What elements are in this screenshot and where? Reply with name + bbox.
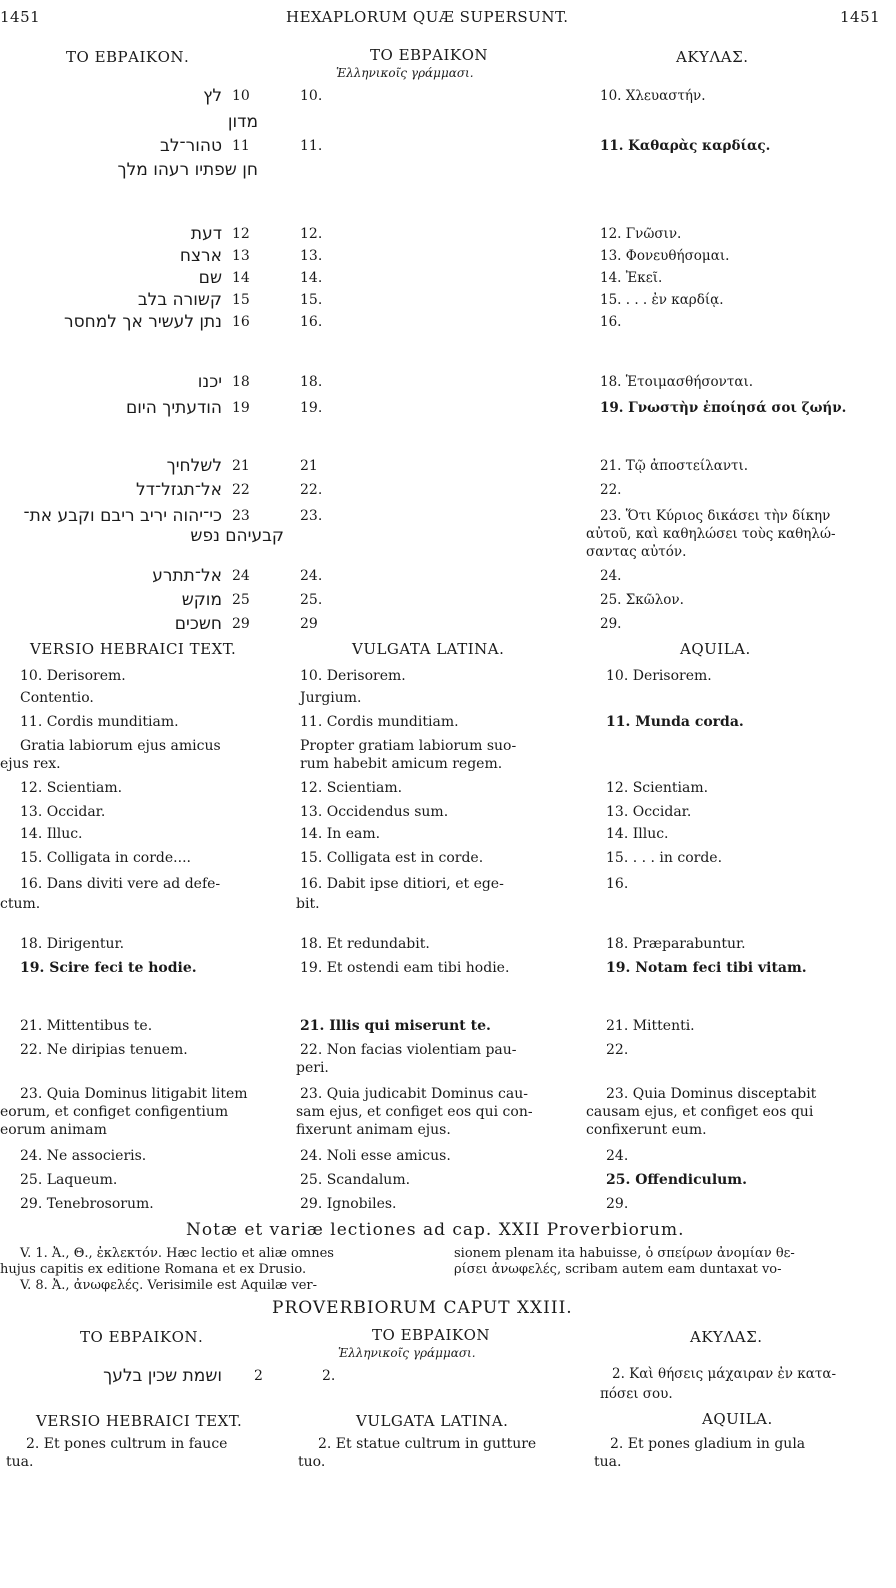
aquila-greek-line: σαντας αὐτόν. — [586, 544, 687, 560]
aquila-greek-line: 10. Χλευαστήν. — [600, 88, 706, 104]
verse-number: 24 — [232, 568, 250, 584]
hebrew-word: שם — [198, 268, 222, 288]
aquila-greek-line: 29. — [600, 616, 622, 632]
chapter-aquila-greek-line: πόσει σου. — [600, 1386, 673, 1402]
hebrew-word: יכנו — [197, 372, 222, 392]
aquila-greek-line: 18. Ἑτοιμασθήσονται. — [600, 374, 754, 390]
versio-line: 18. Dirigentur. — [20, 936, 125, 952]
vulgata-line: Propter gratiam labiorum suo- — [300, 738, 517, 754]
chapter-versio-line: 2. Et pones cultrum in fauce — [26, 1436, 228, 1452]
verse-number: 10 — [232, 88, 250, 104]
vulgata-line: 14. In eam. — [300, 826, 381, 842]
aquila-greek-line: 12. Γνῶσιν. — [600, 226, 682, 242]
versio-line: Contentio. — [20, 690, 94, 706]
chapter-hebrew-header: ΤΟ ΕΒΡΑΙΚΟΝ. — [80, 1328, 204, 1346]
translit-verse: 18. — [300, 374, 323, 390]
translit-verse: 23. — [300, 508, 323, 524]
aquila-greek-line: 16. — [600, 314, 622, 330]
note-line: V. 8. Ἀ., ἀνωφελές. Verisimile est Aquilæ ver- — [20, 1278, 318, 1293]
hebrew-word: ארצח — [179, 246, 222, 266]
hebrew-word: חן שפתיו רעהו מלך — [117, 160, 258, 180]
aquila-latin-line: 16. — [606, 876, 629, 892]
translit-verse: 11. — [300, 138, 323, 154]
translit-verse: 25. — [300, 592, 323, 608]
vulgata-line: 13. Occidendus sum. — [300, 804, 449, 820]
translit-verse: 10. — [300, 88, 323, 104]
translit-verse: 29 — [300, 616, 318, 632]
chapter-title: PROVERBIORUM CAPUT XXIII. — [272, 1298, 573, 1318]
aquila-greek-line: 23. Ὅτι Κύριος δικάσει τὴν δίκην — [600, 508, 831, 524]
aquila-greek-line: 22. — [600, 482, 622, 498]
versio-line: 29. Tenebrosorum. — [20, 1196, 154, 1212]
verse-number: 25 — [232, 592, 250, 608]
aquila-greek-line: 25. Σκῶλον. — [600, 592, 684, 608]
page-number-left: 1451 — [0, 8, 41, 26]
chapter-vulgata-header: VULGATA LATINA. — [356, 1412, 509, 1430]
versio-line: eorum, et configet configentium — [0, 1104, 229, 1120]
chapter-versio-header: VERSIO HEBRAICI TEXT. — [36, 1412, 243, 1430]
versio-line: 23. Quia Dominus litigabit litem — [20, 1086, 248, 1102]
aquila-latin-line: 15. . . . in corde. — [606, 850, 723, 866]
translit-verse: 16. — [300, 314, 323, 330]
chapter-translit-subheader: Ἑλληνικοῖς γράμμασι. — [338, 1346, 476, 1360]
aquila-latin-line: 14. Illuc. — [606, 826, 669, 842]
hebrew-word: נתן לעשיר אך למחסר — [63, 312, 222, 332]
versio-line: 22. Ne diripias tenuem. — [20, 1042, 188, 1058]
aquila-latin-header: AQUILA. — [680, 640, 751, 658]
verse-number: 12 — [232, 226, 250, 242]
aquila-latin-line: 13. Occidar. — [606, 804, 692, 820]
aquila-latin-line: confixerunt eum. — [586, 1122, 707, 1138]
hebrew-word: מדון — [227, 112, 258, 132]
chapter-hebrew-word: ושמת שכין בלעך — [103, 1366, 222, 1386]
versio-line: 12. Scientiam. — [20, 780, 123, 796]
hebrew-word: אל־תגזל־דל — [136, 480, 222, 500]
vulgata-line: peri. — [296, 1060, 329, 1076]
hebrew-word: קבעיהם נפש — [190, 526, 284, 546]
chapter-aquila-latin-line: 2. Et pones gladium in gula — [610, 1436, 806, 1452]
translit-verse: 12. — [300, 226, 323, 242]
chapter-vulgata-line: 2. Et statue cultrum in gutture — [318, 1436, 537, 1452]
vulgata-header: VULGATA LATINA. — [352, 640, 505, 658]
aquila-latin-line: 25. Offendiculum. — [606, 1172, 747, 1188]
note-line: V. 1. Ἀ., Θ., ἐκλεκτόν. Hæc lectio et aliæ omnes — [20, 1246, 334, 1261]
translit-verse: 15. — [300, 292, 323, 308]
versio-line: 24. Ne associeris. — [20, 1148, 147, 1164]
aquila-latin-line: 19. Notam feci tibi vitam. — [606, 960, 807, 976]
versio-line: 19. Scire feci te hodie. — [20, 960, 197, 976]
aquila-latin-line: 10. Derisorem. — [606, 668, 712, 684]
versio-line: 14. Illuc. — [20, 826, 83, 842]
aquila-latin-line: 24. — [606, 1148, 629, 1164]
aquila-greek-line: 15. . . . ἐν καρδίᾳ. — [600, 292, 724, 308]
aquila-latin-line: causam ejus, et configet eos qui — [586, 1104, 814, 1120]
vulgata-line: 21. Illis qui miserunt te. — [300, 1018, 491, 1034]
vulgata-line: 29. Ignobiles. — [300, 1196, 397, 1212]
aquila-column-header: ΑΚΥΛΑΣ. — [676, 48, 749, 66]
aquila-greek-line: 11. Καθαρὰς καρδίας. — [600, 138, 771, 154]
chapter-aquila-greek-line: 2. Καὶ θήσεις μάχαιραν ἐν κατα- — [612, 1366, 837, 1382]
vulgata-line: Jurgium. — [300, 690, 362, 706]
translit-verse: 14. — [300, 270, 323, 286]
vulgata-line: 18. Et redundabit. — [300, 936, 430, 952]
translit-verse: 19. — [300, 400, 323, 416]
aquila-latin-line: 22. — [606, 1042, 629, 1058]
verse-number: 23 — [232, 508, 250, 524]
verse-number: 15 — [232, 292, 250, 308]
chapter-aquila-latin-header: AQUILA. — [702, 1410, 773, 1428]
verse-number: 11 — [232, 138, 250, 154]
aquila-greek-line: 13. Φονευθήσομαι. — [600, 248, 730, 264]
aquila-greek-line: αὐτοῦ, καὶ καθηλώσει τοὺς καθηλώ- — [586, 526, 836, 542]
translit-column-header: ΤΟ ΕΒΡΑΙΚΟΝ — [370, 46, 489, 64]
vulgata-line: 24. Noli esse amicus. — [300, 1148, 451, 1164]
aquila-latin-line: 12. Scientiam. — [606, 780, 709, 796]
vulgata-line: sam ejus, et configet eos qui con- — [296, 1104, 533, 1120]
aquila-latin-line: 18. Præparabuntur. — [606, 936, 746, 952]
chapter-aquila-latin-line: tua. — [594, 1454, 622, 1470]
vulgata-line: rum habebit amicum regem. — [300, 756, 503, 772]
versio-line: 21. Mittentibus te. — [20, 1018, 153, 1034]
verse-number: 14 — [232, 270, 250, 286]
vulgata-line: 19. Et ostendi eam tibi hodie. — [300, 960, 510, 976]
chapter-versio-line: tua. — [6, 1454, 34, 1470]
chapter-verse-number: 2 — [254, 1368, 263, 1384]
versio-line: 25. Laqueum. — [20, 1172, 118, 1188]
versio-line: 10. Derisorem. — [20, 668, 126, 684]
versio-line: 11. Cordis munditiam. — [20, 714, 179, 730]
hebrew-word: טהור־לב — [160, 136, 222, 156]
chapter-translit-header: ΤΟ ΕΒΡΑΙΚΟΝ — [372, 1326, 491, 1344]
hebrew-word: הודעתיך היום — [126, 398, 222, 418]
aquila-latin-line: 11. Munda corda. — [606, 714, 744, 730]
hebrew-column-header: ΤΟ ΕΒΡΑΙΚΟΝ. — [66, 48, 190, 66]
verse-number: 29 — [232, 616, 250, 632]
vulgata-line: 23. Quia judicabit Dominus cau- — [300, 1086, 528, 1102]
versio-line: 15. Colligata in corde.... — [20, 850, 191, 866]
note-line: ρίσει ἀνωφελές, scribam autem eam duntaxat vo- — [454, 1262, 782, 1277]
translit-column-subheader: Ἑλληνικοῖς γράμμασι. — [336, 66, 474, 80]
chapter-vulgata-line: tuo. — [298, 1454, 326, 1470]
verse-number: 18 — [232, 374, 250, 390]
chapter-translit-verse: 2. — [322, 1368, 336, 1384]
hebrew-word: אל־תתרע — [152, 566, 222, 586]
hebrew-word: לשלחיך — [166, 456, 222, 476]
notes-title: Notæ et variæ lectiones ad cap. XXII Proverbiorum. — [186, 1220, 685, 1240]
versio-header: VERSIO HEBRAICI TEXT. — [30, 640, 237, 658]
vulgata-line: 25. Scandalum. — [300, 1172, 411, 1188]
chapter-aquila-header: ΑΚΥΛΑΣ. — [690, 1328, 763, 1346]
verse-number: 13 — [232, 248, 250, 264]
translit-verse: 21 — [300, 458, 318, 474]
translit-verse: 24. — [300, 568, 323, 584]
hebrew-word: לץ — [203, 86, 222, 106]
translit-verse: 13. — [300, 248, 323, 264]
hebrew-word: מוקש — [181, 590, 222, 610]
vulgata-line: 16. Dabit ipse ditiori, et ege- — [300, 876, 504, 892]
vulgata-line: fixerunt animam ejus. — [296, 1122, 451, 1138]
vulgata-line: 15. Colligata est in corde. — [300, 850, 484, 866]
verse-number: 22 — [232, 482, 250, 498]
hebrew-word: דעת — [190, 224, 222, 244]
verse-number: 21 — [232, 458, 250, 474]
note-line: sionem plenam ita habuisse, ὁ σπείρων ἀνομίαν θε- — [454, 1246, 795, 1261]
aquila-greek-line: 14. Ἐκεῖ. — [600, 270, 663, 286]
vulgata-line: 11. Cordis munditiam. — [300, 714, 459, 730]
versio-line: eorum animam — [0, 1122, 107, 1138]
verse-number: 19 — [232, 400, 250, 416]
note-line: hujus capitis ex editione Romana et ex Drusio. — [0, 1262, 307, 1277]
translit-verse: 22. — [300, 482, 323, 498]
page-number-right: 1451 — [840, 8, 881, 26]
aquila-latin-line: 29. — [606, 1196, 629, 1212]
verse-number: 16 — [232, 314, 250, 330]
versio-line: 13. Occidar. — [20, 804, 106, 820]
versio-line: ctum. — [0, 896, 41, 912]
versio-line: Gratia labiorum ejus amicus — [20, 738, 221, 754]
aquila-greek-line: 24. — [600, 568, 622, 584]
versio-line: 16. Dans diviti vere ad defe- — [20, 876, 221, 892]
vulgata-line: 12. Scientiam. — [300, 780, 403, 796]
vulgata-line: 22. Non facias violentiam pau- — [300, 1042, 517, 1058]
hebrew-word: חשכים — [174, 614, 222, 634]
running-title: HEXAPLORUM QUÆ SUPERSUNT. — [286, 8, 569, 26]
vulgata-line: bit. — [296, 896, 320, 912]
aquila-latin-line: 23. Quia Dominus disceptabit — [606, 1086, 817, 1102]
aquila-latin-line: 21. Mittenti. — [606, 1018, 695, 1034]
aquila-greek-line: 19. Γνωστὴν ἐποίησά σοι ζωήν. — [600, 400, 847, 416]
aquila-greek-line: 21. Τῷ ἀποστείλαντι. — [600, 458, 749, 474]
versio-line: ejus rex. — [0, 756, 61, 772]
vulgata-line: 10. Derisorem. — [300, 668, 406, 684]
hebrew-word: כי־יהוה יריב ריבם וקבע את־ — [23, 506, 222, 526]
hebrew-word: קשורה בלב — [137, 290, 222, 310]
